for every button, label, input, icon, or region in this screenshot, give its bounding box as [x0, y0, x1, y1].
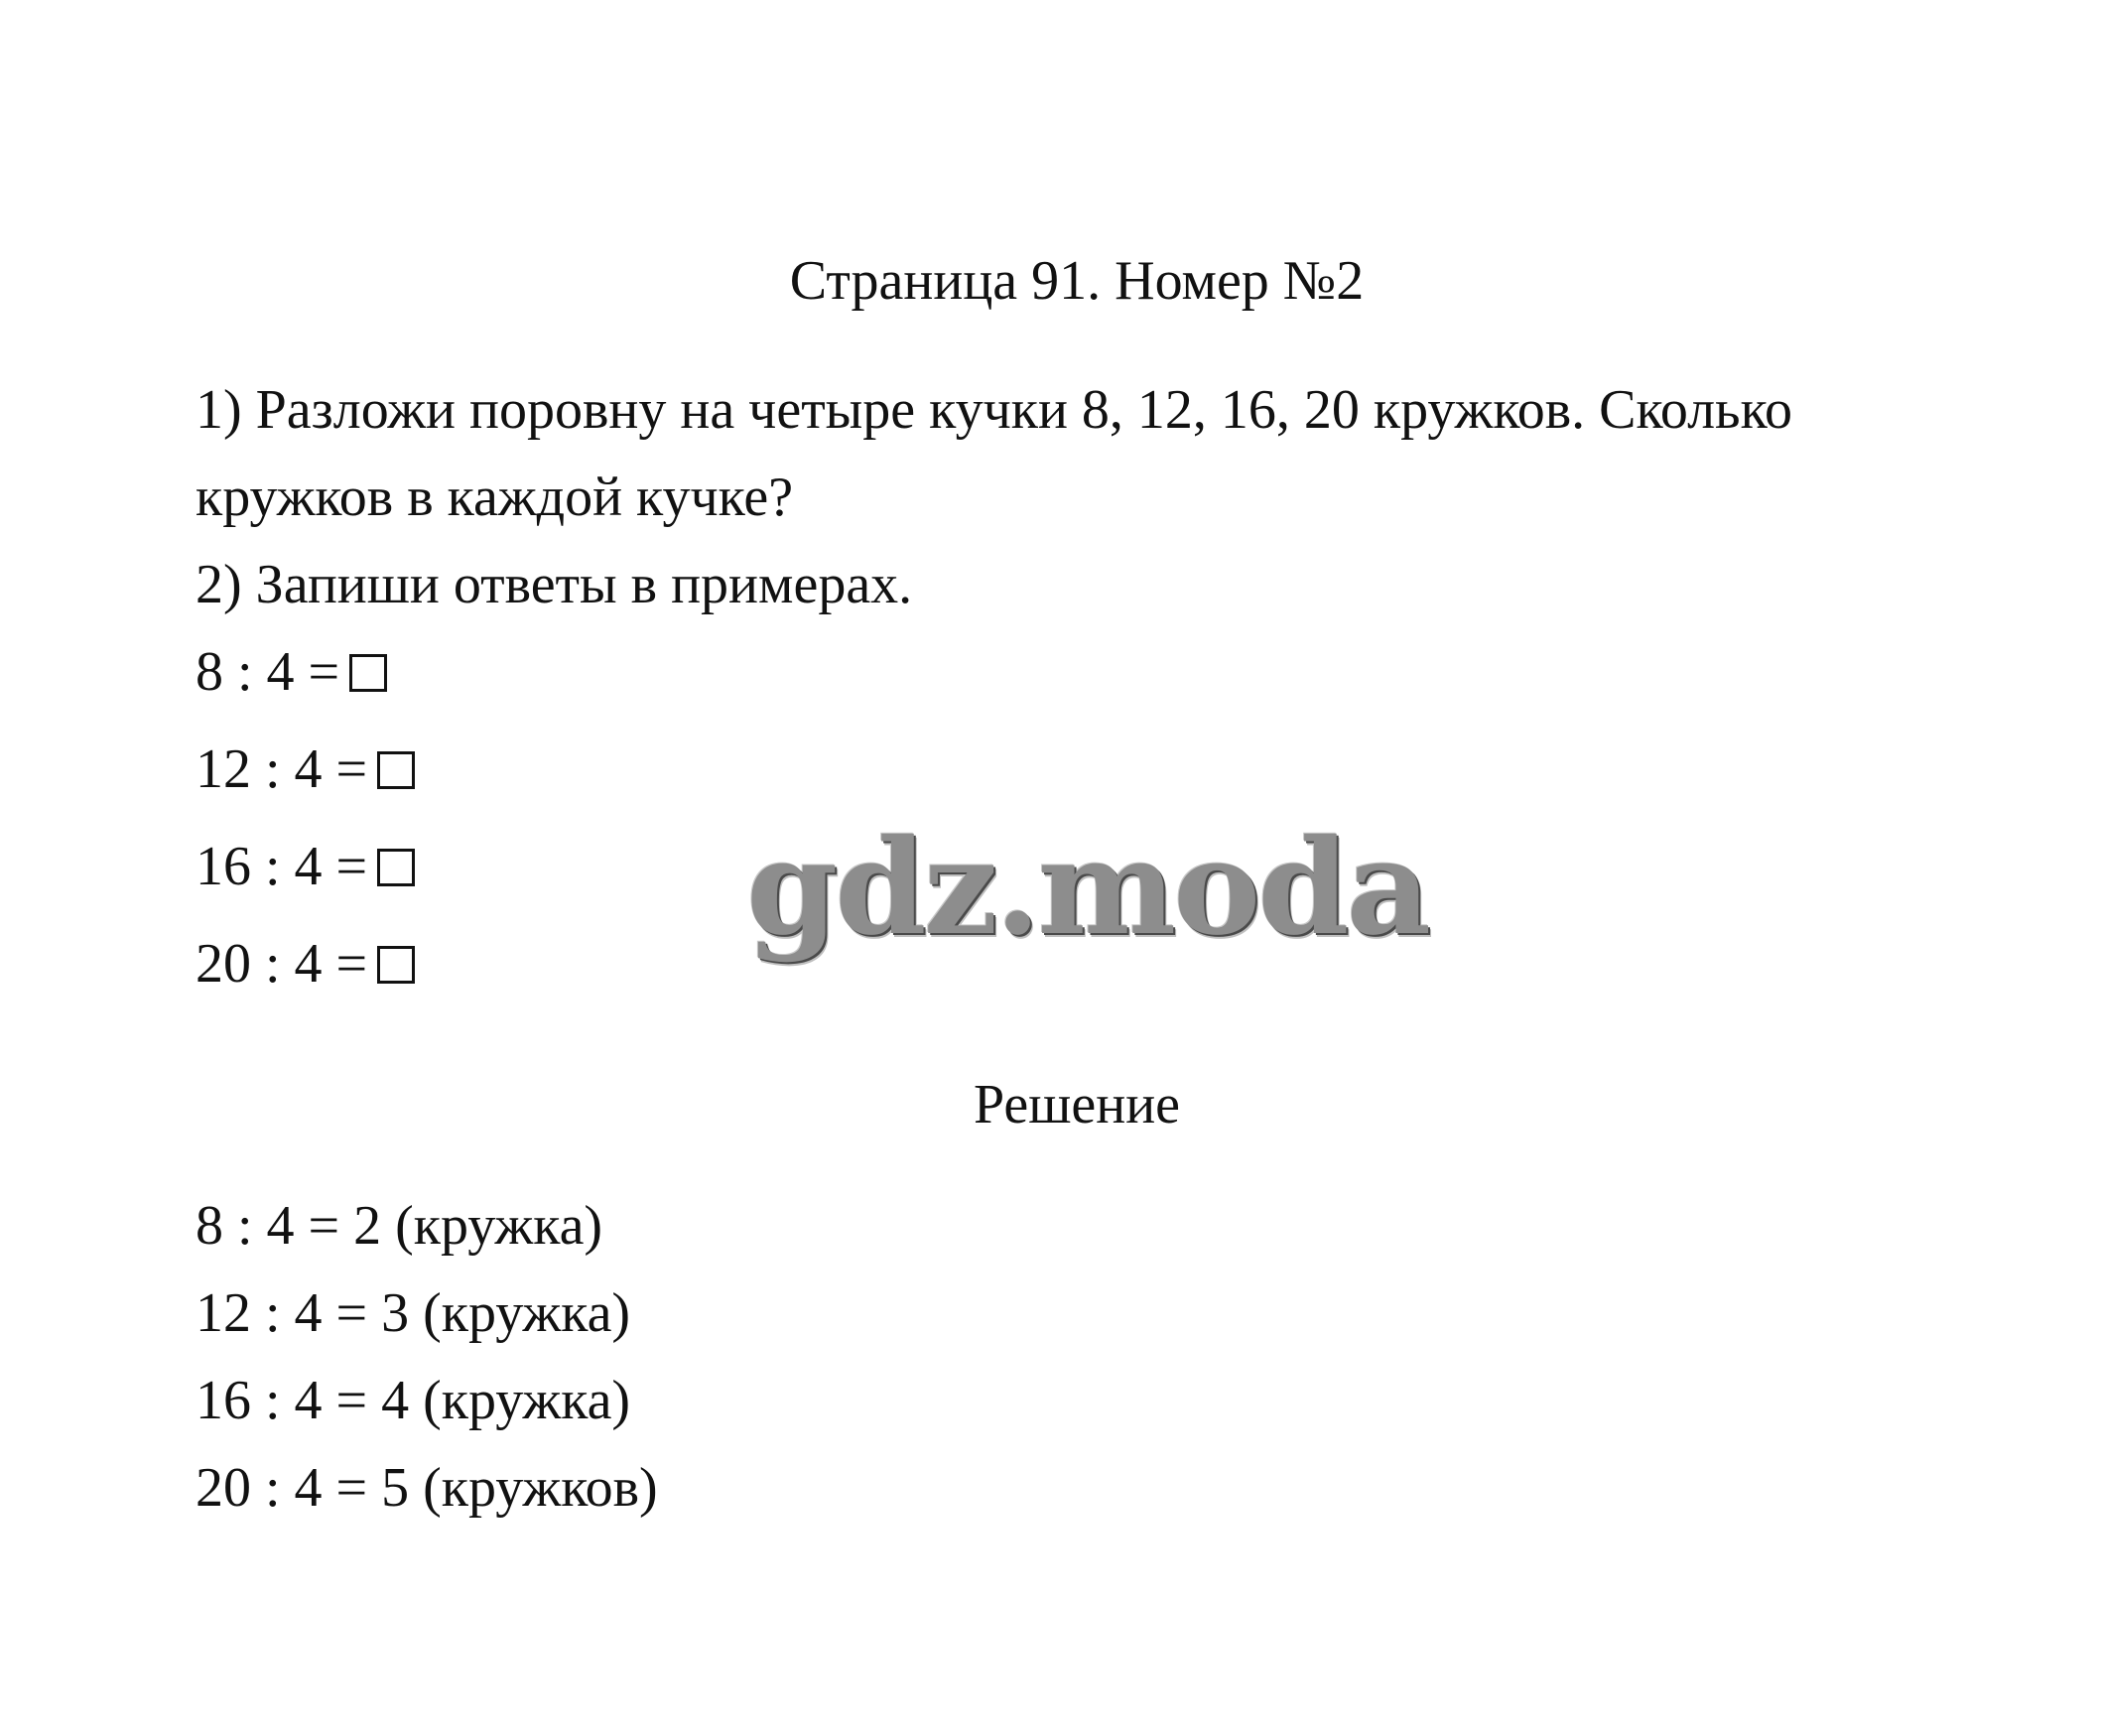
example-row [196, 736, 415, 802]
solution-line: 8 : 4 = 2 (кружка) [196, 1195, 603, 1257]
example-row [196, 931, 415, 997]
page-title: Страница 91. Номер №2 [789, 250, 1365, 312]
example-expression: 12 : 4 = [196, 738, 368, 800]
solution-heading: Решение [973, 1074, 1181, 1135]
answer-box [377, 849, 415, 886]
solution-line: 12 : 4 = 3 (кружка) [196, 1282, 631, 1344]
answer-box [349, 654, 387, 692]
watermark-logo: gdz.moda [746, 811, 1429, 965]
example-row [196, 639, 387, 705]
task-item-1-line-2: кружков в каждой кучке? [196, 467, 794, 528]
task-item-1-line-1: 1) Разложи поровну на четыре кучки 8, 12, 16, 20 кружков. Сколько [196, 379, 1792, 441]
example-expression: 8 : 4 = [196, 641, 340, 703]
example-row [196, 834, 415, 899]
task-item-2: 2) Запиши ответы в примерах. [196, 554, 913, 615]
solution-line: 16 : 4 = 4 (кружка) [196, 1370, 631, 1431]
solution-line: 20 : 4 = 5 (кружков) [196, 1457, 658, 1519]
answer-box [377, 946, 415, 984]
example-expression: 16 : 4 = [196, 836, 368, 897]
answer-box [377, 751, 415, 789]
example-expression: 20 : 4 = [196, 933, 368, 995]
